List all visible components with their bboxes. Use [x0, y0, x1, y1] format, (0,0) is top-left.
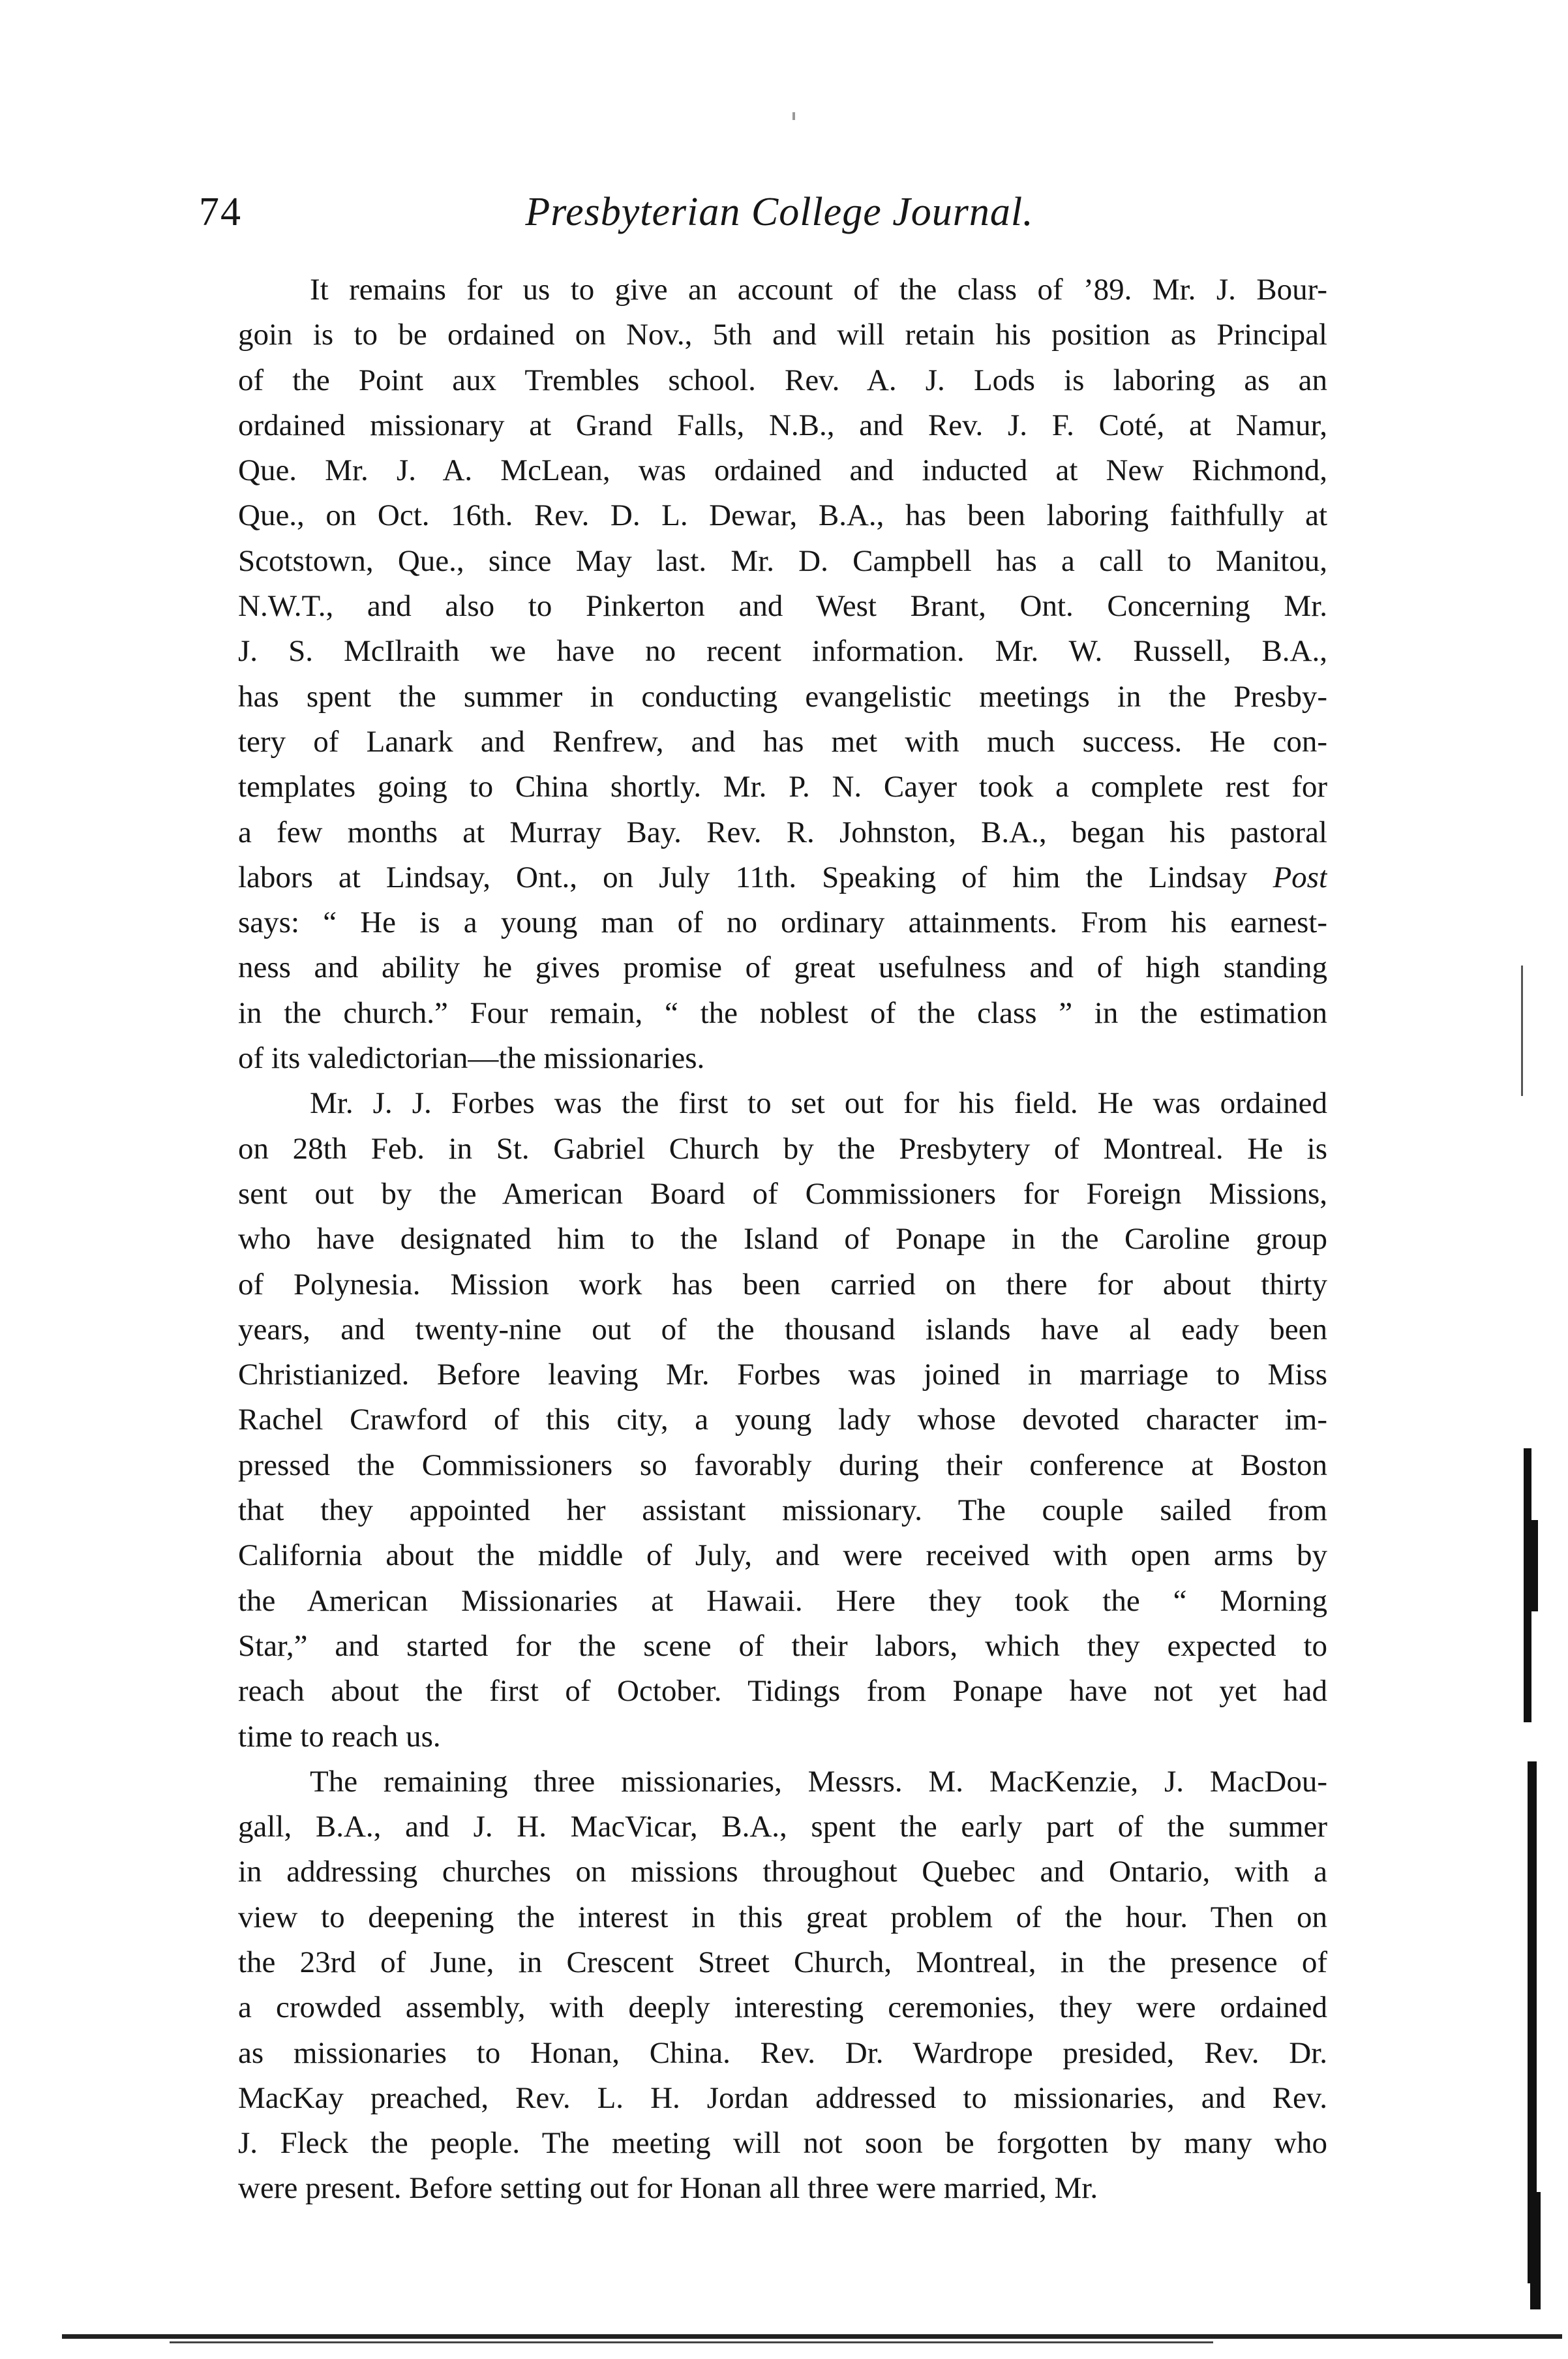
text-line: labors at Lindsay, Ont., on July 11th. Speaking of him the Lindsay Post — [238, 860, 1327, 894]
text-line: sent out by the American Board of Commissioners for Foreign Missions, — [238, 1176, 1327, 1211]
text-line: Que., on Oct. 16th. Rev. D. L. Dewar, B.A., has been laboring faithfully at — [238, 498, 1327, 533]
margin-scan-mark — [1524, 1448, 1531, 1722]
margin-scan-mark — [1530, 2192, 1541, 2309]
text-line: tery of Lanark and Renfrew, and has met with much success. He con- — [238, 724, 1327, 759]
text-line: in addressing churches on missions throughout Quebec and Ontario, with a — [238, 1855, 1327, 1889]
text-line: who have designated him to the Island of Ponape in the Caroline group — [238, 1222, 1327, 1256]
text-line: MacKay preached, Rev. L. H. Jordan addressed to missionaries, and Rev. — [238, 2080, 1327, 2115]
text-line: Christianized. Before leaving Mr. Forbes was joined in marriage to Miss — [238, 1358, 1327, 1392]
text-line: Mr. J. J. Forbes was the first to set out for his field. He was ordained — [310, 1086, 1327, 1121]
text-line: the 23rd of June, in Crescent Street Church, Montreal, in the presence of — [238, 1945, 1327, 1979]
bottom-rule-secondary — [170, 2341, 1213, 2343]
paragraph — [238, 267, 1327, 1081]
text-line: that they appointed her assistant missionary. The couple sailed from — [238, 1493, 1327, 1528]
text-line: ness and ability he gives promise of great usefulness and of high standing — [238, 951, 1327, 985]
text-line: N.W.T., and also to Pinkerton and West Brant, Ont. Concerning Mr. — [238, 589, 1327, 624]
text-line: Scotstown, Que., since May last. Mr. D. Campbell has a call to Manitou, — [238, 543, 1327, 578]
text-line: a crowded assembly, with deeply interesting ceremonies, they were ordained — [238, 1990, 1327, 2025]
text-line: says: “ He is a young man of no ordinary attainments. From his earnest- — [238, 906, 1327, 940]
text-line: J. Fleck the people. The meeting will not soon be forgotten by many who — [238, 2126, 1327, 2161]
text-line: were present. Before setting out for Honan all three were married, Mr. — [238, 2171, 1098, 2206]
text-line: the American Missionaries at Hawaii. Here they took the “ Morning — [238, 1583, 1327, 1618]
paragraph — [238, 1081, 1327, 1759]
article-body — [238, 267, 1327, 2212]
text-line: ordained missionary at Grand Falls, N.B., and Rev. J. F. Coté, at Namur, — [238, 408, 1327, 442]
text-line: It remains for us to give an account of the class of ’89. Mr. J. Bour- — [310, 273, 1327, 307]
paragraph — [238, 1759, 1327, 2212]
margin-scan-mark — [1531, 1520, 1538, 1611]
text-line: has spent the summer in conducting evangelistic meetings in the Presby- — [238, 679, 1327, 714]
text-line: view to deepening the interest in this great problem of the hour. Then on — [238, 1900, 1327, 1934]
page-header — [199, 183, 1360, 254]
text-line: Que. Mr. J. A. McLean, was ordained and inducted at New Richmond, — [238, 453, 1327, 488]
text-line: years, and twenty-nine out of the thousand islands have al eady been — [238, 1312, 1327, 1347]
text-line: of its valedictorian—the missionaries. — [238, 1041, 705, 1076]
text-line: goin is to be ordained on Nov., 5th and will retain his position as Principal — [238, 318, 1327, 352]
text-line: a few months at Murray Bay. Rev. R. Johnston, B.A., began his pastoral — [238, 815, 1327, 849]
text-line: as missionaries to Honan, China. Rev. Dr. Wardrope presided, Rev. Dr. — [238, 2035, 1327, 2070]
text-line: California about the middle of July, and were received with open arms by — [238, 1538, 1327, 1573]
text-line: in the church.” Four remain, “ the noblest of the class ” in the estimation — [238, 996, 1327, 1030]
text-line: on 28th Feb. in St. Gabriel Church by the Presbytery of Montreal. He is — [238, 1131, 1327, 1166]
page-number: 74 — [199, 190, 242, 234]
text-line: pressed the Commissioners so favorably during their conference at Boston — [238, 1448, 1327, 1482]
running-title: Presbyterian College Journal. — [525, 190, 1034, 234]
newspaper-name: Post — [1273, 860, 1327, 894]
margin-scan-mark — [1521, 966, 1523, 1096]
bottom-rule — [62, 2334, 1562, 2339]
text-line: reach about the first of October. Tidings from Ponape have not yet had — [238, 1674, 1327, 1709]
text-line: time to reach us. — [238, 1719, 441, 1754]
text-line: Star,” and started for the scene of their labors, which they expected to — [238, 1628, 1327, 1663]
text-line: gall, B.A., and J. H. MacVicar, B.A., spent the early part of the summer — [238, 1810, 1327, 1844]
text-line: J. S. McIlraith we have no recent information. Mr. W. Russell, B.A., — [238, 634, 1327, 669]
text-line: The remaining three missionaries, Messrs. M. MacKenzie, J. MacDou- — [310, 1764, 1327, 1799]
text-line: Rachel Crawford of this city, a young lady whose devoted character im- — [238, 1403, 1327, 1437]
text-line: of the Point aux Trembles school. Rev. A. J. Lods is laboring as an — [238, 363, 1327, 397]
print-speck — [792, 112, 795, 120]
text-line: of Polynesia. Mission work has been carried on there for about thirty — [238, 1267, 1327, 1301]
text-line: templates going to China shortly. Mr. P. N. Cayer took a complete rest for — [238, 770, 1327, 804]
